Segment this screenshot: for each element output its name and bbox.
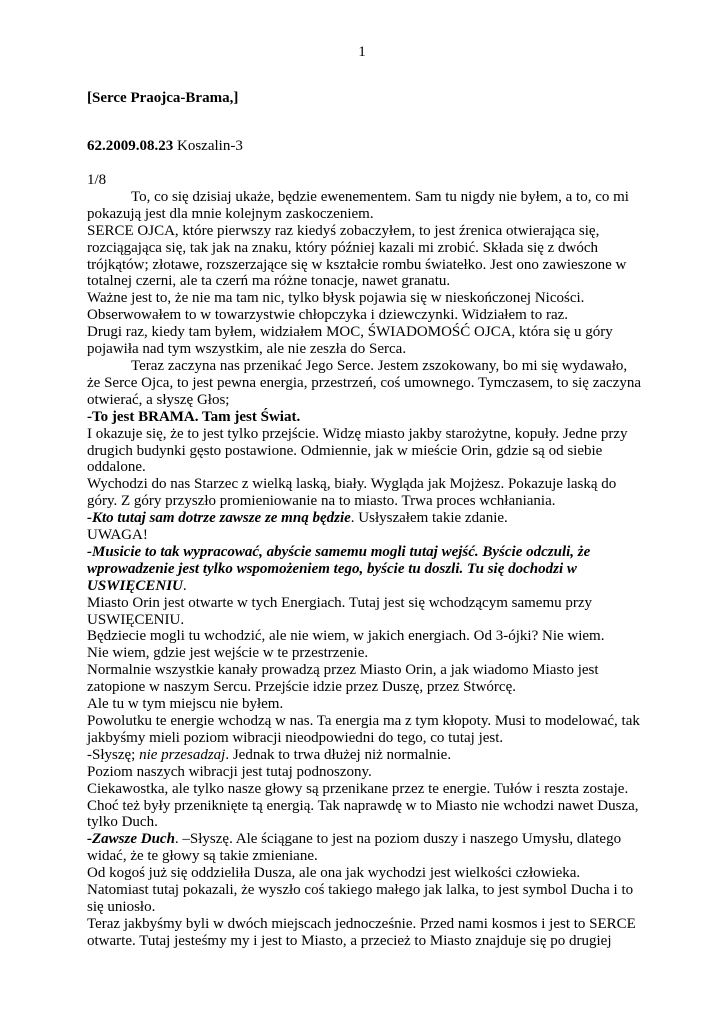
text-run: . Jednak to trwa dłużej niż normalnie. — [225, 746, 452, 763]
text-run: -Kto tutaj sam dotrze zawsze ze mną będzie — [87, 510, 351, 527]
text-run: Poziom naszych wibracji jest tutaj podnoszony. — [87, 763, 372, 780]
entry-place: Koszalin-3 — [173, 138, 243, 154]
entry-code: 62.2009.08.23 — [87, 138, 174, 154]
text-run: UWAGA! — [87, 527, 148, 544]
paragraph — [87, 358, 642, 409]
text-run: To, co się dzisiaj ukaże, będzie ewenementem. Sam tu nigdy nie byłem, a to, co mi pokazują jest dla mnie kolejnym zaskoczeniem. — [87, 188, 629, 222]
text-run: I okazuje się, że to jest tylko przejście. Widzę miasto jakby starożytne, kopuły. Jedne przy drugich budynki gęsto postawione. Odmiennie, jak w mieście Orin, gdzie są od siebie oddalone. — [87, 425, 628, 476]
text-run: Wychodzi do nas Starzec z wielką laską, biały. Wygląda jak Mojżesz. Pokazuje laską do góry. Z góry przyszło promieniowanie na to miasto. Trwa proces wchłaniania. — [87, 476, 617, 510]
text-run: -Zawsze Duch — [87, 831, 175, 848]
paragraph — [87, 645, 642, 662]
paragraph — [87, 916, 642, 950]
paragraph — [87, 865, 642, 916]
document-body — [87, 172, 642, 950]
text-run: Nie wiem, gdzie jest wejście w te przestrzenie. — [87, 645, 369, 662]
paragraph — [87, 324, 642, 358]
paragraph — [87, 747, 642, 764]
document-heading: [Serce Praojca-Brama,] — [87, 90, 239, 106]
paragraph — [87, 595, 642, 629]
text-run: Normalnie wszystkie kanały prowadzą przez Miasto Orin, a jak wiadomo Miasto jest zatopione w naszym Sercu. Przejście idzie przez Duszę, przez Stwórcę. — [87, 662, 599, 696]
paragraph — [87, 831, 642, 865]
paragraph — [87, 713, 642, 747]
paragraph — [87, 527, 642, 544]
paragraph — [87, 426, 642, 477]
paragraph — [87, 409, 642, 426]
text-run: Teraz jakbyśmy byli w dwóch miejscach jednocześnie. Przed nami kosmos i jest to SERCE otwarte. Tutaj jesteśmy my i jest to Miasto, a przecież to Miasto znajduje się po drugiej — [87, 915, 636, 949]
text-run: nie przesadzaj — [139, 746, 226, 763]
text-run: Ciekawostka, ale tylko nasze głowy są przenikane przez te energie. Tułów i reszta zostaje. Choć też były przeniknięte tą energią. Tak naprawdę w to Miasto nie wchodzi nawet Dusza, tylko Duch. — [87, 780, 639, 831]
paragraph — [87, 764, 642, 781]
text-run: . — [182, 577, 187, 594]
text-run: -Słyszę; — [87, 746, 140, 763]
text-run: -To jest BRAMA. Tam jest Świat. — [87, 408, 301, 425]
paragraph — [87, 223, 642, 291]
text-run: -Musicie to tak wypracować, abyście samemu mogli tutaj wejść. Byście odczuli, że wprowadzenie jest tylko wspomożeniem tego, byście tu doszli. Tu się dochodzi w USWIĘCENIU — [87, 543, 591, 594]
part-label: 1/8 — [87, 172, 107, 188]
entry-line — [87, 138, 642, 155]
text-run: Będziecie mogli tu wchodzić, ale nie wiem, w jakich energiach. Od 3-ójki? Nie wiem. — [87, 628, 605, 645]
paragraph — [87, 628, 642, 645]
paragraph — [87, 696, 642, 713]
text-run: Od kogoś już się oddzieliła Dusza, ale ona jak wychodzi jest wielkości człowieka. Natomiast tutaj pokazali, że wyszło coś takiego małego jak lalka, to jest symbol Ducha i to się uniosło. — [87, 865, 634, 915]
text-run: Ale tu w tym miejscu nie byłem. — [87, 696, 284, 713]
paragraph — [87, 510, 642, 527]
text-run: Powolutku te energie wchodzą w nas. Ta energia ma z tym kłopoty. Musi to modelować, tak jakbyśmy mieli poziom wibracji nieodpowiedni do tego, co tutaj jest. — [87, 713, 640, 746]
paragraph — [87, 544, 642, 595]
paragraph — [87, 662, 642, 696]
paragraph — [87, 290, 642, 324]
text-run: Drugi raz, kiedy tam byłem, widziałem MOC, ŚWIADOMOŚĆ OJCA, która się u góry pojawiła nad tym wszystkim, ale nie zeszła do Serca. — [87, 324, 613, 358]
text-run: . –Słyszę. Ale ściągane to jest na poziom duszy i naszego Umysłu, dlatego widać, że te głowy są takie zmieniane. — [87, 831, 622, 865]
text-run: Miasto Orin jest otwarte w tych Energiach. Tutaj jest się wchodzącym samemu przy USWIĘCENIU. — [87, 594, 593, 628]
page-number: 1 — [358, 44, 366, 60]
paragraph — [87, 781, 642, 832]
text-run: . Usłyszałem takie zdanie. — [350, 510, 508, 527]
text-run: Teraz zaczyna nas przenikać Jego Serce. Jestem zszokowany, bo mi się wydawało, że Serce Ojca, to jest pewna energia, przestrzeń, coś umownego. Tymczasem, to się zaczyna otwierać, a słyszę Głos; — [87, 357, 641, 408]
text-run: Ważne jest to, że nie ma tam nic, tylko błysk pojawia się w nieskończonej Nicości. Obserwowałem to w towarzystwie chłopczyka i dziewczynki. Widziałem to raz. — [87, 290, 585, 324]
text-run: SERCE OJCA, które pierwszy raz kiedyś zobaczyłem, to jest źrenica otwierająca się, rozciągająca się, tak jak na znaku, który później kazali mi zrobić. Składa się z dwóch trójkątów; złotawe, rozszerzające się w kształcie rombu światełko. Jest ono zawieszone w totalnej czerni, ale ta czerń ma różne tonacje, nawet granatu. — [87, 222, 627, 290]
paragraph — [87, 189, 642, 223]
paragraph — [87, 476, 642, 510]
